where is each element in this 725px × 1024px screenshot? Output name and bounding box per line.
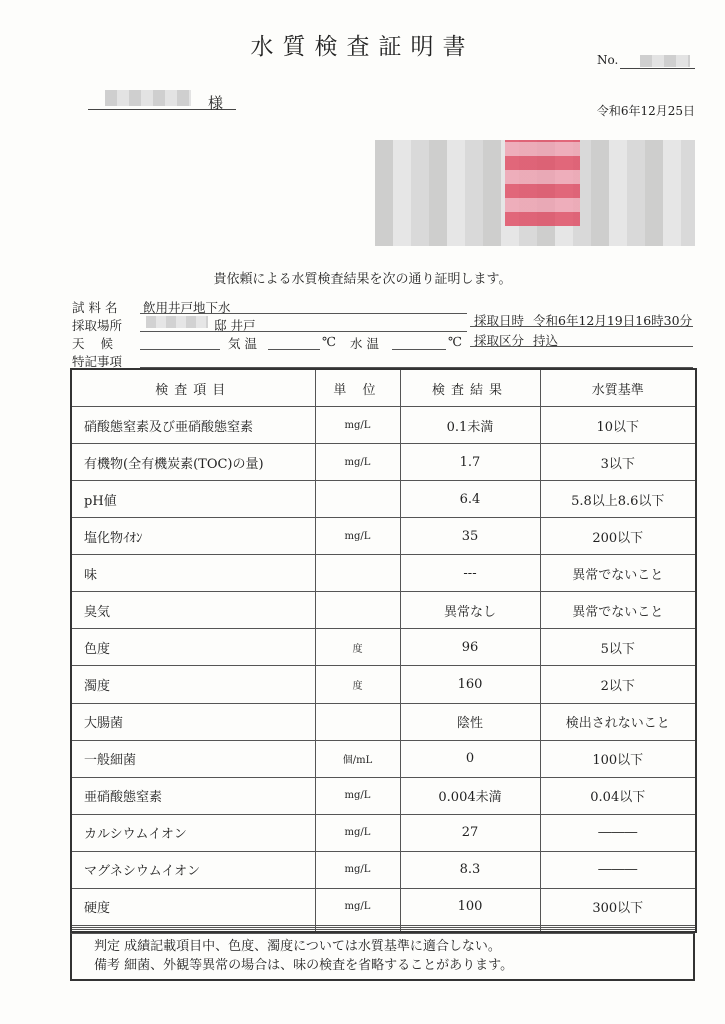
table-row: [71, 814, 696, 851]
cell-result: 100: [400, 888, 540, 925]
category-line: [470, 346, 693, 347]
cell-item: 臭気: [71, 592, 315, 629]
cell-result: 異常なし: [400, 592, 540, 629]
table-row: [71, 592, 696, 629]
water-temp-label: 水 温: [350, 336, 379, 351]
air-temp-label: 気 温: [228, 336, 257, 351]
table-row: [71, 629, 696, 666]
intro-text: 貴依頼による水質検査結果を次の通り証明します。: [213, 272, 512, 287]
cell-unit: mg/L: [315, 851, 400, 888]
sampled-at-value: 令和6年12月19日16時30分: [533, 313, 693, 328]
table-row: [71, 407, 696, 444]
sample-name-value: 飲用井戸地下水: [143, 300, 231, 315]
table-row: [71, 703, 696, 740]
cell-result: 27: [400, 814, 540, 851]
empty-cell: [71, 929, 315, 932]
cell-result: 6.4: [400, 481, 540, 518]
cell-standard: 100以下: [540, 740, 696, 777]
cell-result: 陰性: [400, 703, 540, 740]
air-temp-unit: ℃: [322, 334, 336, 349]
cell-unit: mg/L: [315, 444, 400, 481]
sample-name-line: [140, 313, 467, 314]
issue-date: 令和6年12月25日: [596, 104, 695, 118]
cell-standard: 5.8以上8.6以下: [540, 481, 696, 518]
cell-item: pH値: [71, 481, 315, 518]
document-title: 水質検査証明書: [250, 34, 475, 60]
air-temp-line: [268, 349, 320, 350]
table-row: [71, 666, 696, 703]
cell-item: 一般細菌: [71, 740, 315, 777]
location-line: [140, 331, 467, 332]
sampled-at-label: 採取日時: [474, 313, 525, 328]
footer-notes: [70, 933, 695, 981]
cell-unit: mg/L: [315, 888, 400, 925]
category-label: 採取区分: [474, 333, 525, 348]
weather-line: [140, 349, 220, 350]
results-table: [70, 368, 697, 933]
cell-unit: mg/L: [315, 777, 400, 814]
cell-result: 0: [400, 740, 540, 777]
document-number-line: [620, 68, 695, 69]
cell-standard: ―――: [540, 814, 696, 851]
weather-label: 天 候: [72, 336, 119, 351]
cell-standard: 2以下: [540, 666, 696, 703]
category-value: 持込: [533, 333, 559, 348]
cell-item: 大腸菌: [71, 703, 315, 740]
empty-cell: [540, 929, 696, 932]
cell-unit: 度: [315, 666, 400, 703]
water-temp-line: [392, 349, 446, 350]
document-number-label: No.: [597, 53, 619, 67]
location-value: 邸 井戸: [214, 318, 256, 333]
cell-unit: 度: [315, 629, 400, 666]
cell-item: 硝酸態窒素及び亜硝酸態窒素: [71, 407, 315, 444]
cell-result: 96: [400, 629, 540, 666]
table-row: [71, 518, 696, 555]
cell-standard: 300以下: [540, 888, 696, 925]
cell-unit: [315, 481, 400, 518]
location-label: 採取場所: [72, 318, 123, 333]
cell-result: 0.004未満: [400, 777, 540, 814]
table-row: [71, 851, 696, 888]
redacted-seal-stamp: [505, 140, 580, 226]
cell-standard: 10以下: [540, 407, 696, 444]
sample-name-label: 試 料 名: [72, 300, 118, 315]
cell-result: 35: [400, 518, 540, 555]
notes-label: 特記事項: [72, 354, 123, 369]
cell-item: 硬度: [71, 888, 315, 925]
cell-standard: 3以下: [540, 444, 696, 481]
cell-standard: ―――: [540, 851, 696, 888]
cell-item: 味: [71, 555, 315, 592]
cell-result: 0.1未満: [400, 407, 540, 444]
cell-standard: 検出されないこと: [540, 703, 696, 740]
cell-item: 有機物(全有機炭素(TOC)の量): [71, 444, 315, 481]
header-item: 検査項目: [71, 369, 315, 407]
table-row: [71, 444, 696, 481]
table-row: [71, 888, 696, 925]
recipient-honorific: 様: [208, 94, 224, 112]
water-temp-unit: ℃: [448, 334, 462, 349]
remarks-text: 備考 細菌、外観等異常の場合は、味の検査を省略することがあります。: [94, 958, 514, 973]
cell-item: 亜硝酸態窒素: [71, 777, 315, 814]
cell-standard: 異常でないこと: [540, 592, 696, 629]
cell-result: 8.3: [400, 851, 540, 888]
cell-result: ---: [400, 555, 540, 592]
table-header-row: [71, 369, 696, 407]
cell-unit: mg/L: [315, 407, 400, 444]
table-row: [71, 777, 696, 814]
cell-item: 塩化物ｲｵﾝ: [71, 518, 315, 555]
header-result: 検査結果: [400, 369, 540, 407]
cell-item: マグネシウムイオン: [71, 851, 315, 888]
cell-standard: 0.04以下: [540, 777, 696, 814]
table-row: [71, 555, 696, 592]
cell-standard: 5以下: [540, 629, 696, 666]
table-row: [71, 481, 696, 518]
cell-result: 160: [400, 666, 540, 703]
cell-unit: [315, 703, 400, 740]
redacted-recipient: [105, 90, 191, 106]
cell-unit: mg/L: [315, 518, 400, 555]
judgement-text: 判定 成績記載項目中、色度、濁度については水質基準に適合しない。: [94, 939, 501, 954]
cell-unit: mg/L: [315, 814, 400, 851]
redacted-location: [146, 316, 208, 328]
header-unit: 単 位: [315, 369, 400, 407]
empty-cell: [400, 929, 540, 932]
empty-cell: [315, 929, 400, 932]
cell-standard: 異常でないこと: [540, 555, 696, 592]
cell-item: カルシウムイオン: [71, 814, 315, 851]
cell-item: 濁度: [71, 666, 315, 703]
redacted-number: [640, 55, 690, 67]
table-row: [71, 740, 696, 777]
cell-unit: [315, 592, 400, 629]
header-standard: 水質基準: [540, 369, 696, 407]
cell-unit: 個/mL: [315, 740, 400, 777]
sampled-at-line: [470, 326, 693, 327]
cell-item: 色度: [71, 629, 315, 666]
cell-result: 1.7: [400, 444, 540, 481]
empty-row: [71, 929, 696, 932]
cell-standard: 200以下: [540, 518, 696, 555]
cell-unit: [315, 555, 400, 592]
